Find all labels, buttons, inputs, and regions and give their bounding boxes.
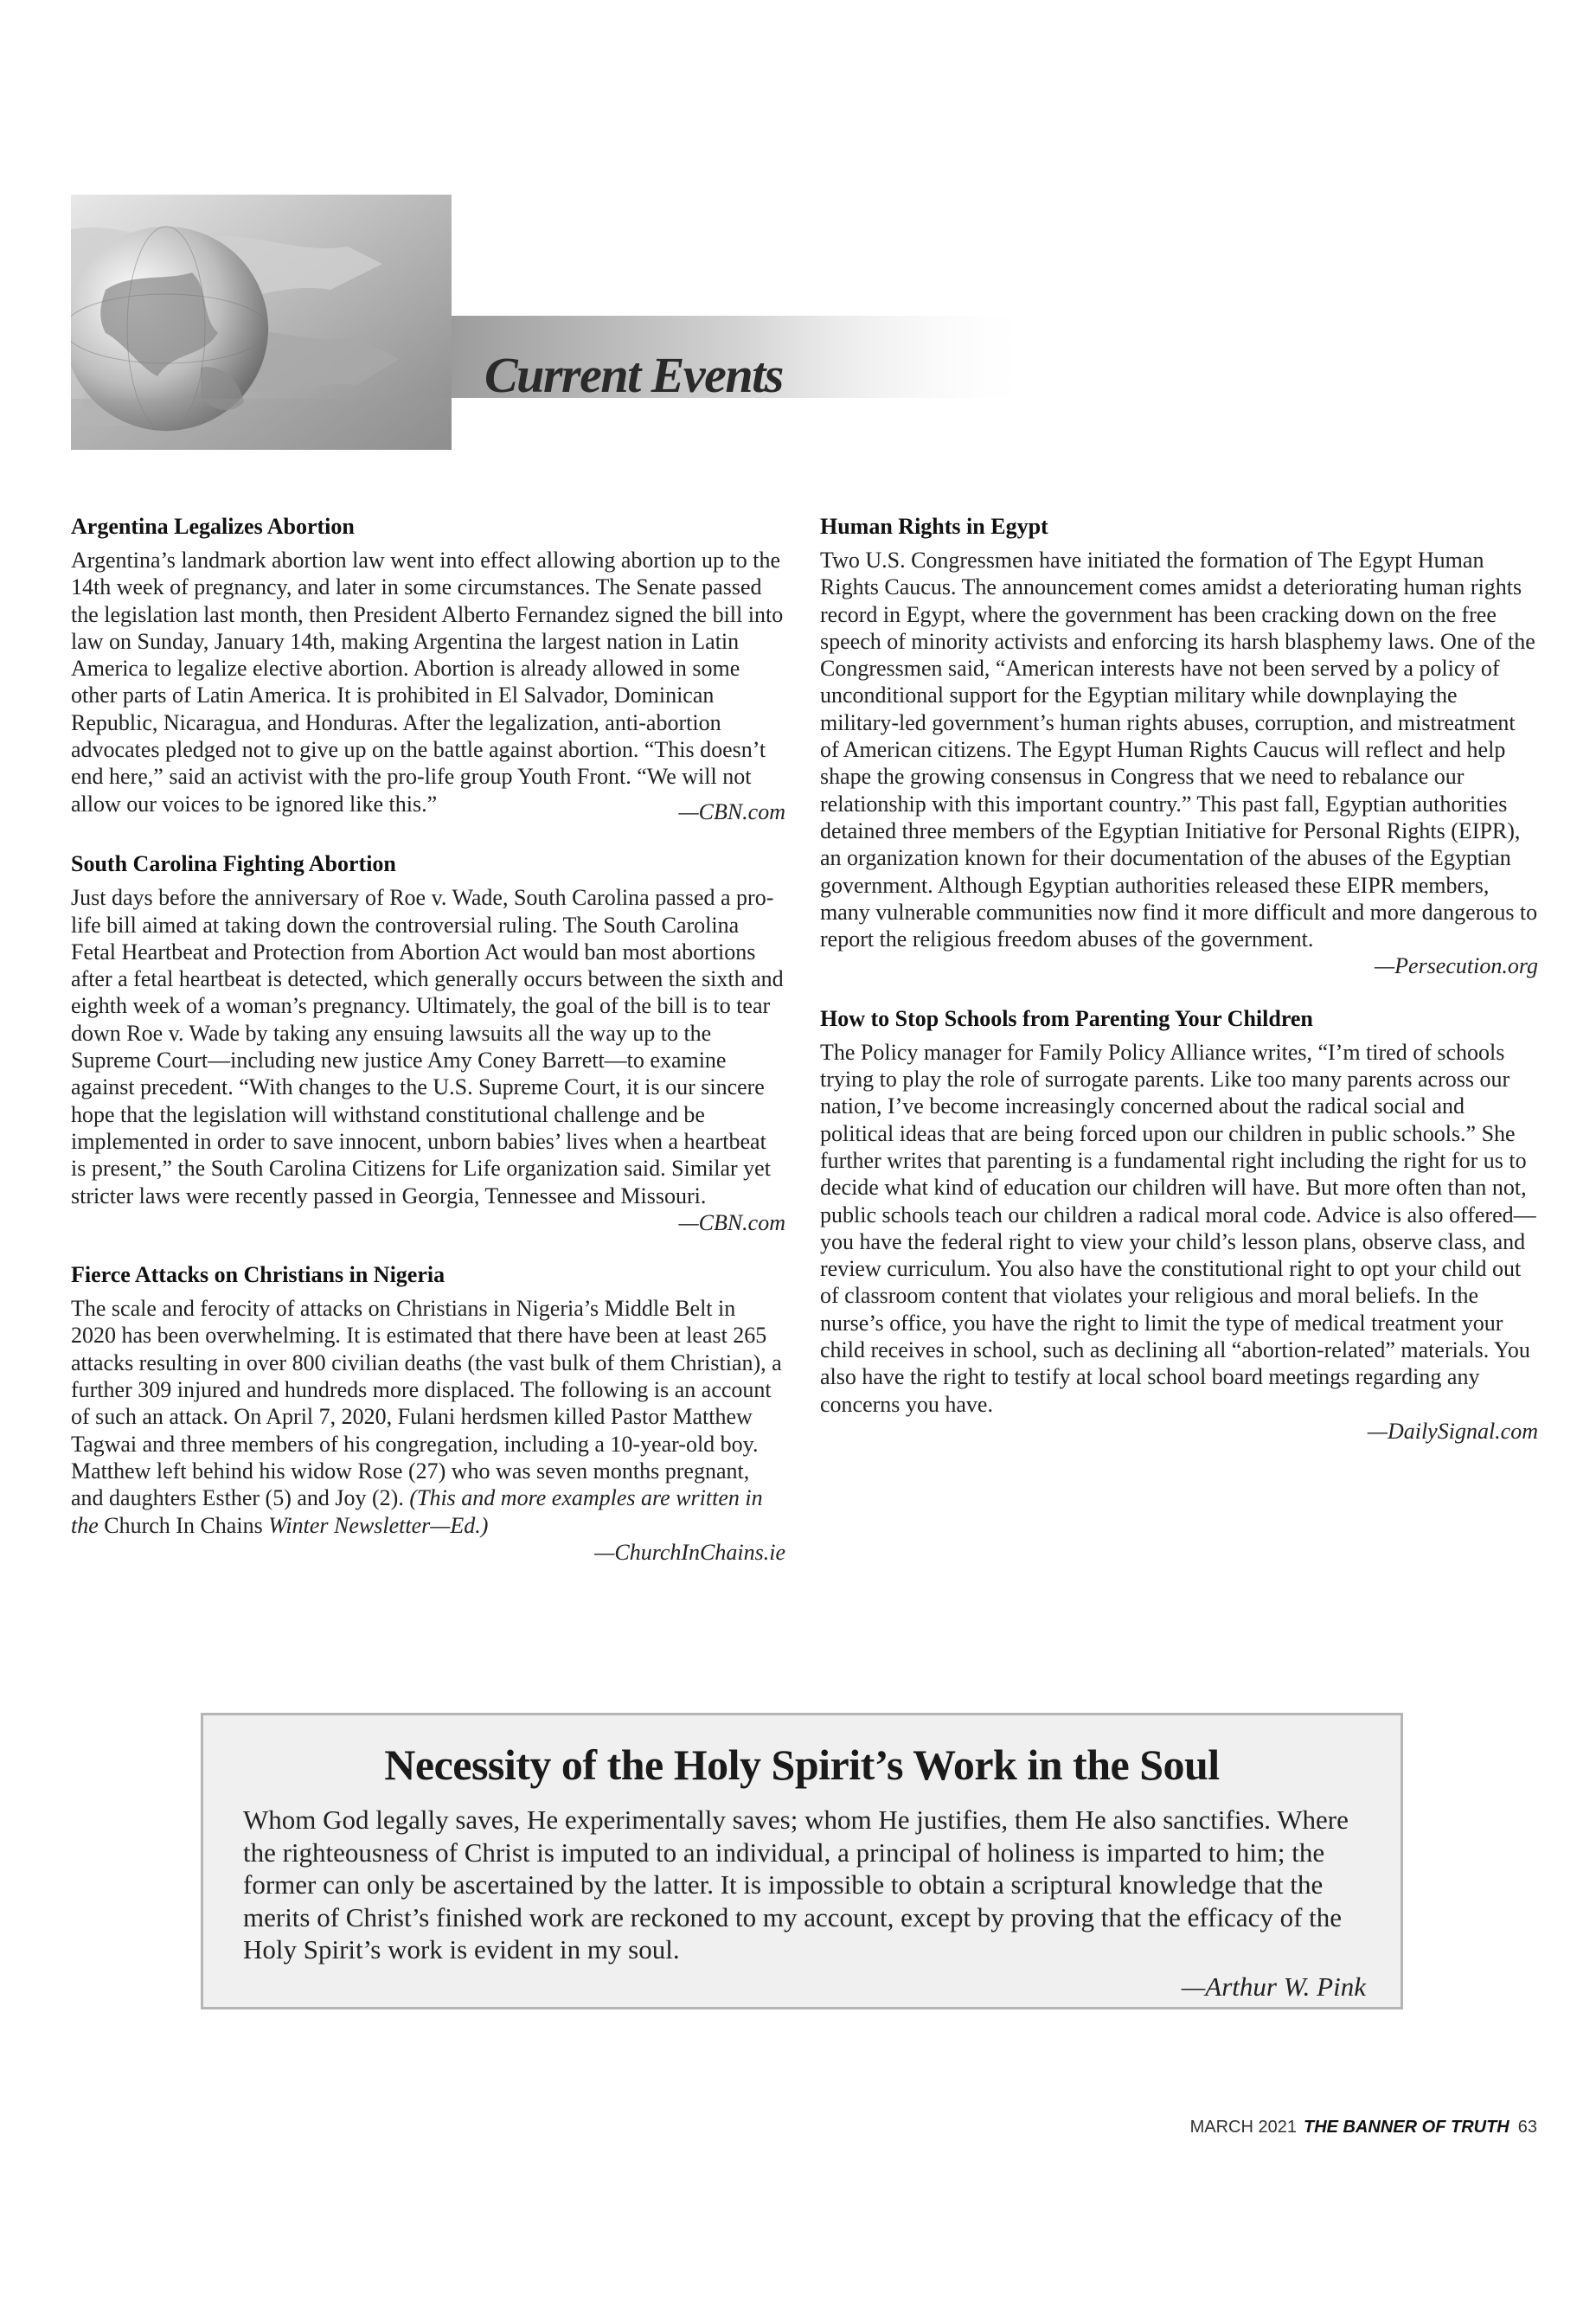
editor-note-publication: Church In Chains xyxy=(104,1512,263,1538)
article-nigeria xyxy=(71,1260,785,1566)
article-body-wrapper xyxy=(71,1295,785,1539)
article-body: The Policy manager for Family Policy Alliance writes, “I’m tired of schools trying to play the role of surrogate parents. Like too many parents across our nation, I’ve become increasingly concerned about the radical social and political ideas that are being forced upon our children in public schools.” She further writes that parenting is a fundamental right including the right for us to decide what kind of education our children will have. But more often than not, public schools teach our children a radical moral code. Advice is also offered—you have the federal right to view your child’s lesson plans, observe class, and review curriculum. You also have the constitutional right to opt your child out of classroom content that violates your religious and moral beliefs. In the nurse’s office, you have the right to limit the type of medical treatment your child receives in school, such as declining all “abortion-related” materials. You also have the right to testify at local school board meetings regarding any concerns you have. xyxy=(820,1039,1536,1417)
article-argentina xyxy=(71,512,785,825)
section-banner xyxy=(71,195,1040,450)
article-source: —CBN.com xyxy=(678,798,785,824)
right-column xyxy=(820,512,1538,1469)
page-number: 63 xyxy=(1517,2118,1537,2137)
quote-box xyxy=(201,1713,1403,2009)
quote-text: Whom God legally saves, He experimentally saves; whom He justifies, them He also sanctifies. Where the righteousness of Christ is imputed to an individual, a principal of holiness is imparted to him; the former can only be ascertained by the latter. It is impossible to obtain a scriptural knowledge that the merits of Christ’s finished work are reckoned to my account, except by proving that the efficacy of the Holy Spirit’s work is evident in my soul. xyxy=(243,1804,1349,1965)
section-title: Current Events xyxy=(484,347,783,403)
quote-title: Necessity of the Holy Spirit’s Work in the Soul xyxy=(384,1740,1220,1789)
left-column xyxy=(71,512,785,1590)
article-schools xyxy=(820,1004,1538,1445)
footer-publication: THE BANNER OF TRUTH xyxy=(1303,2118,1509,2137)
article-body: Two U.S. Congressmen have initiated the formation of The Egypt Human Rights Caucus. The announcement comes amidst a deteriorating human rights record in Egypt, where the government has been cracking down on the free speech of minority activists and enforcing its harsh blasphemy laws. One of the Congressmen said, “American interests have not been served by a policy of unconditional support for the Egyptian military while downplaying the military-led government’s human rights abuses, corruption, and mistreatment of American citizens. The Egypt Human Rights Caucus will reflect and help shape the growing consensus in Congress that we need to rebalance our relationship with this important country.” This past fall, Egyptian authorities detained three members of the Egyptian Initiative for Personal Rights (EIPR), an organization known for their documentation of the abuses of the Egyptian government. Although Egyptian authorities released these EIPR members, many vulnerable communities now find it more difficult and more dangerous to report the religious freedom abuses of the government. xyxy=(820,548,1538,952)
editor-note-end: Winter Newsletter—Ed.) xyxy=(268,1512,489,1538)
article-heading: How to Stop Schools from Parenting Your Children xyxy=(820,1005,1313,1031)
article-source: —Persecution.org xyxy=(1375,953,1538,979)
article-source: —DailySignal.com xyxy=(1367,1418,1538,1444)
article-heading: Fierce Attacks on Christians in Nigeria xyxy=(71,1262,445,1288)
article-heading: Human Rights in Egypt xyxy=(820,514,1048,539)
editor-note: (This and more examples are written in the xyxy=(71,1485,763,1538)
quote-author: —Arthur W. Pink xyxy=(1181,1971,1366,2002)
article-heading: South Carolina Fighting Abortion xyxy=(71,851,396,877)
footer-date: MARCH 2021 xyxy=(1189,2118,1297,2137)
article-source: —CBN.com xyxy=(678,1209,785,1235)
article-egypt xyxy=(820,512,1538,980)
article-body: The scale and ferocity of attacks on Christians in Nigeria’s Middle Belt in 2020 has been overwhelming. It is estimated that there have been at least 265 attacks resulting in over 800 civilian deaths (the vast bulk of them Christian), a further 309 injured and hundreds more displaced. The following is an account of such an attack. On April 7, 2020, Fulani herdsmen killed Pastor Matthew Tagwai and three members of his congregation, including a 10-year-old boy. Matthew left behind his widow Rose (27) who was seven months pregnant, and daughters Esther (5) and Joy (2). xyxy=(71,1296,782,1511)
article-body: Just days before the anniversary of Roe v. Wade, South Carolina passed a pro-life bill aimed at taking down the controversial ruling. The South Carolina Fetal Heartbeat and Protection from Abortion Act would ban most abortions after a fetal heartbeat is detected, which generally occurs between the sixth and eighth week of a woman’s pregnancy. Ultimately, the goal of the bill is to tear down Roe v. Wade by taking any ensuing lawsuits all the way up to the Supreme Court—including new justice Amy Coney Barrett—to examine against precedent. “With changes to the U.S. Supreme Court, it is our sincere hope that the legislation will withstand constitutional challenge and be implemented in order to save innocent, unborn babies’ lives when a heartbeat is present,” the South Carolina Citizens for Life organization said. Similar yet stricter laws were recently passed in Georgia, Tennessee and Missouri. xyxy=(71,885,784,1208)
article-south-carolina xyxy=(71,849,785,1236)
article-body: Argentina’s landmark abortion law went into effect allowing abortion up to the 14th week of pregnancy, and later in some circumstances. The Senate passed the legislation last month, then President Alberto Fernandez signed the bill into law on Sunday, January 14th, making Argentina the largest nation in Latin America to legalize elective abortion. Abortion is already allowed in some other parts of Latin America. It is prohibited in El Salvador, Dominican Republic, Nicaragua, and Honduras. After the legalization, anti-abortion advocates pledged not to give up on the battle against abortion. “This doesn’t end here,” said an activist with the pro-life group Youth Front. “We will not allow our voices to be ignored like this.” xyxy=(71,548,784,817)
article-source: —ChurchInChains.ie xyxy=(594,1539,785,1565)
globe-map-graphic xyxy=(71,195,1040,450)
article-heading: Argentina Legalizes Abortion xyxy=(71,514,355,539)
page-footer xyxy=(1190,2118,1537,2138)
